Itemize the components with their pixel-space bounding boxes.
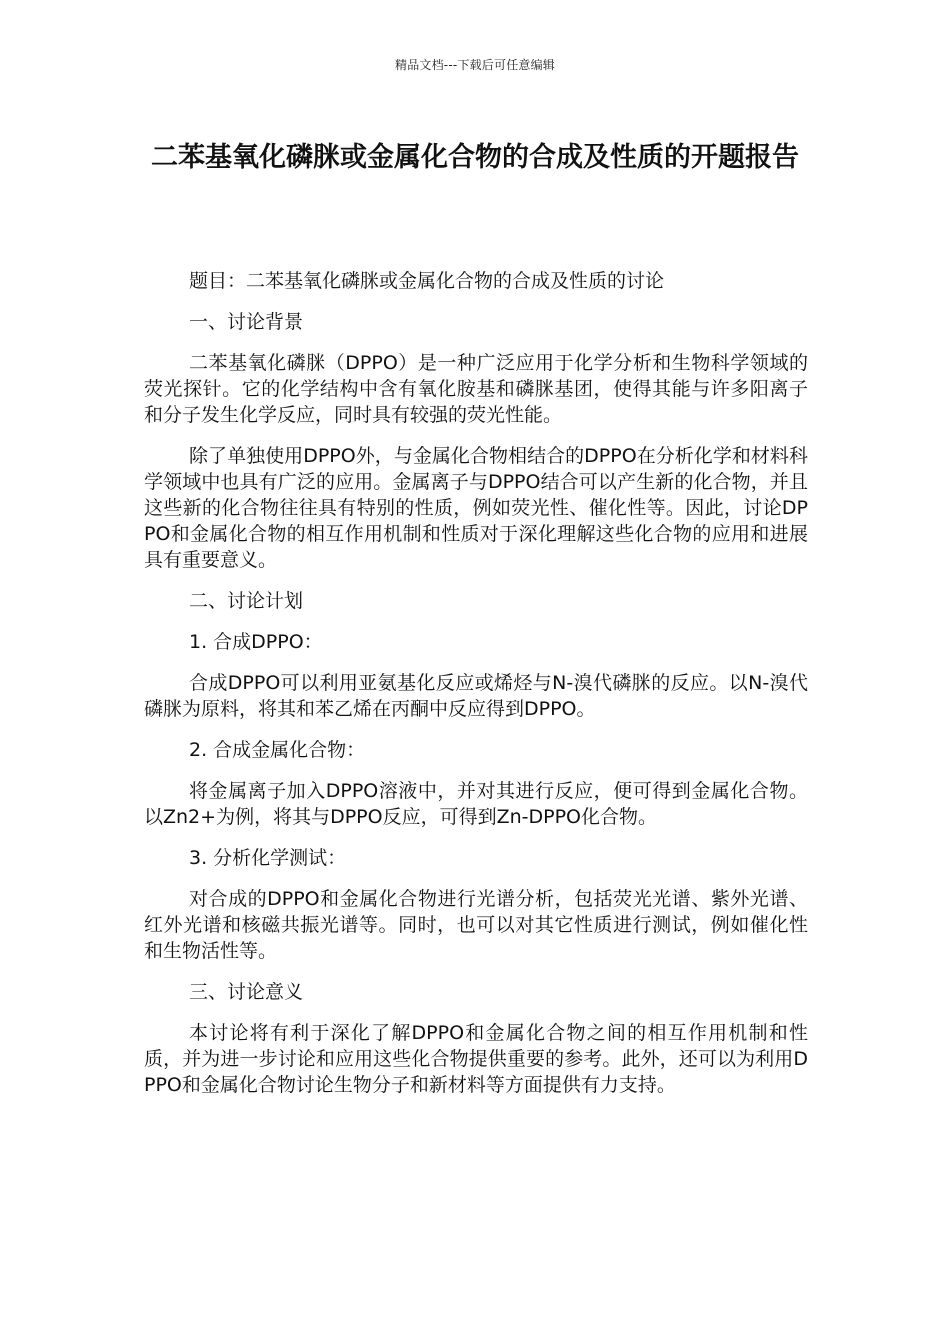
section-heading-significance: 三、讨论意义 [189,981,304,1003]
plan-item-3-heading: 3. 分析化学测试： [189,847,347,869]
background-paragraph-2: 除了单独使用DPPO外，与金属化合物相结合的DPPO在分析化学和材料科学领域中也具有广泛的应用。金属离子与DPPO结合可以产生新的化合物，并且这些新的化合物往往具有特别的性质，例如荧光性、催化性等。因此，讨论DPPO和金属化合物的相互作用机制和性质对于深化理解这些化合物的应用和进展具有重要意义。 [144,445,808,571]
plan-item-3-text: 对合成的DPPO和金属化合物进行光谱分析，包括荧光光谱、紫外光谱、红外光谱和核磁共振光谱等。同时，也可以对其它性质进行测试，例如催化性和生物活性等。 [144,888,808,962]
document-body [144,268,808,1113]
plan-item-2-text: 将金属离子加入DPPO溶液中，并对其进行反应，便可得到金属化合物。以Zn2+为例，将其与DPPO反应，可得到Zn-DPPO化合物。 [144,780,808,828]
significance-paragraph: 本讨论将有利于深化了解DPPO和金属化合物之间的相互作用机制和性质，并为进一步讨论和应用这些化合物提供重要的参考。此外，还可以为利用DPPO和金属化合物讨论生物分子和新材料等方面提供有力支持。 [144,1022,808,1096]
document-title: 二苯基氧化磷脒或金属化合物的合成及性质的开题报告 [151,142,799,173]
background-paragraph-1: 二苯基氧化磷脒（DPPO）是一种广泛应用于化学分析和生物科学领域的荧光探针。它的化学结构中含有氧化胺基和磷脒基团，使得其能与许多阳离子和分子发生化学反应，同时具有较强的荧光性能。 [144,352,808,426]
plan-item-2-heading: 2. 合成金属化合物： [189,739,366,761]
plan-item-1-text: 合成DPPO可以利用亚氨基化反应或烯烃与N-溴代磷脒的反应。以N-溴代磷脒为原料，将其和苯乙烯在丙酮中反应得到DPPO。 [144,672,808,720]
section-heading-plan: 二、讨论计划 [189,590,304,612]
section-heading-background: 一、讨论背景 [189,311,304,333]
page-header: 精品文档---下载后可任意编辑 [395,58,555,72]
subject-line: 题目：二苯基氧化磷脒或金属化合物的合成及性质的讨论 [189,270,665,292]
plan-item-1-heading: 1. 合成DPPO： [189,631,323,653]
